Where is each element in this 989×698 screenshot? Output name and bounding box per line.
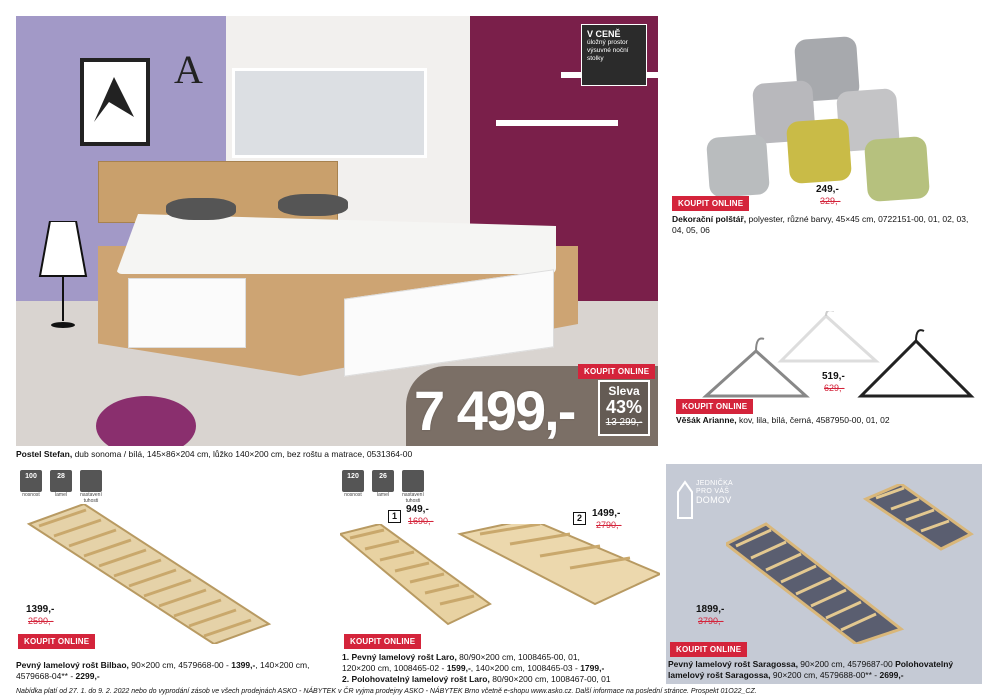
bilbao-price-2: 2299,- bbox=[75, 671, 100, 681]
laro-line-1 bbox=[342, 652, 660, 663]
pillow-green-image bbox=[864, 136, 930, 202]
laro-details-3: , 140×200 cm, 1008465-03 - bbox=[470, 663, 581, 673]
hanger-product-card bbox=[666, 291, 982, 456]
house-icon bbox=[676, 478, 694, 520]
pillow-old-price: 329,- bbox=[820, 196, 841, 206]
hanger-description bbox=[676, 415, 976, 426]
badge-line-1: JEDNIČKA bbox=[696, 480, 734, 487]
bed-name: Postel Stefan, bbox=[16, 449, 73, 459]
laro-details-2: 120×200 cm, 1008465-02 - bbox=[342, 663, 447, 673]
load-capacity-icon: 100 bbox=[20, 470, 42, 492]
badge-line-3: DOMOV bbox=[696, 495, 732, 505]
bilbao-name: Pevný lamelový rošt Bilbao, bbox=[16, 660, 129, 670]
buy-online-button[interactable]: KOUPIT ONLINE bbox=[676, 399, 753, 414]
slat-count-icon: 28 bbox=[50, 470, 72, 492]
firmness-icon bbox=[80, 470, 102, 492]
bilbao-details: 90×200 cm, 4579668-00 - bbox=[128, 660, 232, 670]
pillow-yellow-image bbox=[786, 118, 852, 184]
saragossa-price-2: 2699,- bbox=[879, 670, 904, 680]
laro-slatted-bases-image bbox=[340, 524, 660, 634]
saragossa-name-2: Polohovatelný lamelový rošt Saragossa, bbox=[668, 659, 954, 680]
hanger-name: Věšák Arianne, bbox=[676, 415, 737, 425]
slat-count-label: lamel bbox=[377, 492, 389, 498]
footer-disclaimer: Nabídka platí od 27. 1. do 9. 2. 2022 nebo do vyprodání zásob ve všech prodejnách ASKO - NÁBYTEK v ČR vyjma prodejny ASKO - NÁBYTEK Brno včetně e-shopu www.asko.cz. Další informace na poslední stránce. Prospekt 01O22_CZ. bbox=[16, 688, 757, 695]
bilbao-price: 1399,- bbox=[26, 604, 55, 615]
lamp-icon bbox=[38, 221, 88, 331]
included-text: úložný prostor výsuvné noční stolky bbox=[587, 39, 629, 62]
saragossa-details-1: 90×200 cm, 4579687-00 bbox=[797, 659, 896, 669]
pillow-price: 249,- bbox=[816, 184, 839, 195]
item-number-1: 1 bbox=[388, 510, 401, 523]
slat-count-label: lamel bbox=[55, 492, 67, 498]
buy-online-button[interactable]: KOUPIT ONLINE bbox=[18, 634, 95, 649]
laro-name-2: 2. Polohovatelný lamelový rošt Laro, bbox=[342, 674, 490, 684]
bed-details: dub sonoma / bílá, 145×86×204 cm, lůžko 140×200 cm, bez roštu a matrace, 0531364-00 bbox=[72, 449, 413, 459]
wall-shelf bbox=[496, 120, 618, 126]
bilbao-product-card bbox=[16, 464, 336, 686]
included-title: V CENĚ bbox=[587, 29, 621, 39]
bed-description bbox=[16, 449, 656, 460]
laro-line-3 bbox=[342, 674, 660, 685]
pillow-details: polyester, různé barvy, 45×45 cm, 0722151-00, 01, 02, 03, 04, 05, 06 bbox=[672, 214, 969, 235]
bilbao-price-1: 1399,- bbox=[231, 660, 256, 670]
load-capacity-label: nosnost bbox=[344, 492, 362, 498]
laro-price-1: 949,- bbox=[406, 504, 429, 515]
pillow-name: Dekorační polštář, bbox=[672, 214, 747, 224]
buy-online-button[interactable]: KOUPIT ONLINE bbox=[344, 634, 421, 649]
bed-pillow bbox=[278, 194, 348, 216]
badge-line-2: PRO VÁŠ bbox=[696, 488, 730, 495]
laro-product-card bbox=[340, 464, 660, 686]
buy-online-button[interactable]: KOUPIT ONLINE bbox=[672, 196, 749, 211]
included-info-box bbox=[581, 24, 647, 86]
hanger-details: kov, lila, bílá, černá, 4587950-00, 01, 02 bbox=[736, 415, 890, 425]
discount-badge bbox=[598, 380, 650, 436]
load-capacity-icon: 120 bbox=[342, 470, 364, 492]
bilbao-old-price: 2590,- bbox=[28, 616, 54, 626]
wall-picture bbox=[80, 58, 150, 146]
bilbao-description bbox=[16, 660, 336, 682]
wall-letter-decor: A bbox=[174, 47, 203, 92]
discount-percent: 43% bbox=[605, 397, 643, 417]
bed-drawer-left bbox=[128, 278, 246, 348]
laro-name-1: 1. Pevný lamelový rošt Laro, bbox=[342, 652, 457, 662]
saragossa-price: 1899,- bbox=[696, 604, 725, 615]
laro-details-4: 80/90×200 cm, 1008467-00, 01 bbox=[489, 674, 611, 684]
saragossa-details-2: 90×200 cm, 4579688-00** - bbox=[770, 670, 880, 680]
bed-old-price: 13 299,- bbox=[605, 417, 643, 428]
saragossa-name-1: Pevný lamelový rošt Saragossa, bbox=[668, 659, 798, 669]
laro-price-2: 1499,- bbox=[592, 508, 621, 519]
bed-pillow bbox=[166, 198, 236, 220]
window bbox=[232, 68, 427, 158]
buy-online-button[interactable]: KOUPIT ONLINE bbox=[670, 642, 747, 657]
item-number-2: 2 bbox=[573, 512, 586, 525]
firmness-icon bbox=[402, 470, 424, 492]
buy-online-button[interactable]: KOUPIT ONLINE bbox=[578, 364, 655, 379]
laro-price-140: 1799,- bbox=[580, 663, 605, 673]
laro-details-1: 80/90×200 cm, 1008465-00, 01, bbox=[456, 652, 580, 662]
load-capacity-label: nosnost bbox=[22, 492, 40, 498]
bed-hero-image bbox=[16, 16, 658, 446]
bilbao-details-2: , 140×200 cm, 4579668-04** - bbox=[16, 660, 310, 681]
saragossa-slatted-base-image bbox=[726, 484, 976, 644]
hanger-price: 519,- bbox=[822, 371, 845, 382]
discount-label: Sleva bbox=[608, 384, 640, 398]
firmness-label: nastavení tuhosti bbox=[80, 492, 102, 504]
slat-count-icon: 26 bbox=[372, 470, 394, 492]
laro-price-120: 1599,- bbox=[446, 663, 471, 673]
laro-description bbox=[342, 652, 660, 685]
laro-line-2 bbox=[342, 663, 660, 674]
bed-price: 7 499,- bbox=[414, 379, 575, 442]
pillow-product-card bbox=[666, 16, 982, 291]
pillow-description bbox=[672, 214, 972, 236]
laro-old-price-1: 1690,- bbox=[408, 516, 434, 526]
firmness-label: nastavení tuhosti bbox=[402, 492, 424, 504]
hanger-old-price: 629,- bbox=[824, 383, 845, 393]
hangers-image bbox=[686, 311, 976, 411]
slatted-base-image bbox=[24, 504, 274, 644]
laro-old-price-2: 2790,- bbox=[596, 520, 622, 530]
pillow-gray2-image bbox=[706, 134, 770, 198]
saragossa-description bbox=[668, 659, 982, 681]
saragossa-product-card bbox=[666, 464, 982, 684]
saragossa-old-price: 3790,- bbox=[698, 616, 724, 626]
